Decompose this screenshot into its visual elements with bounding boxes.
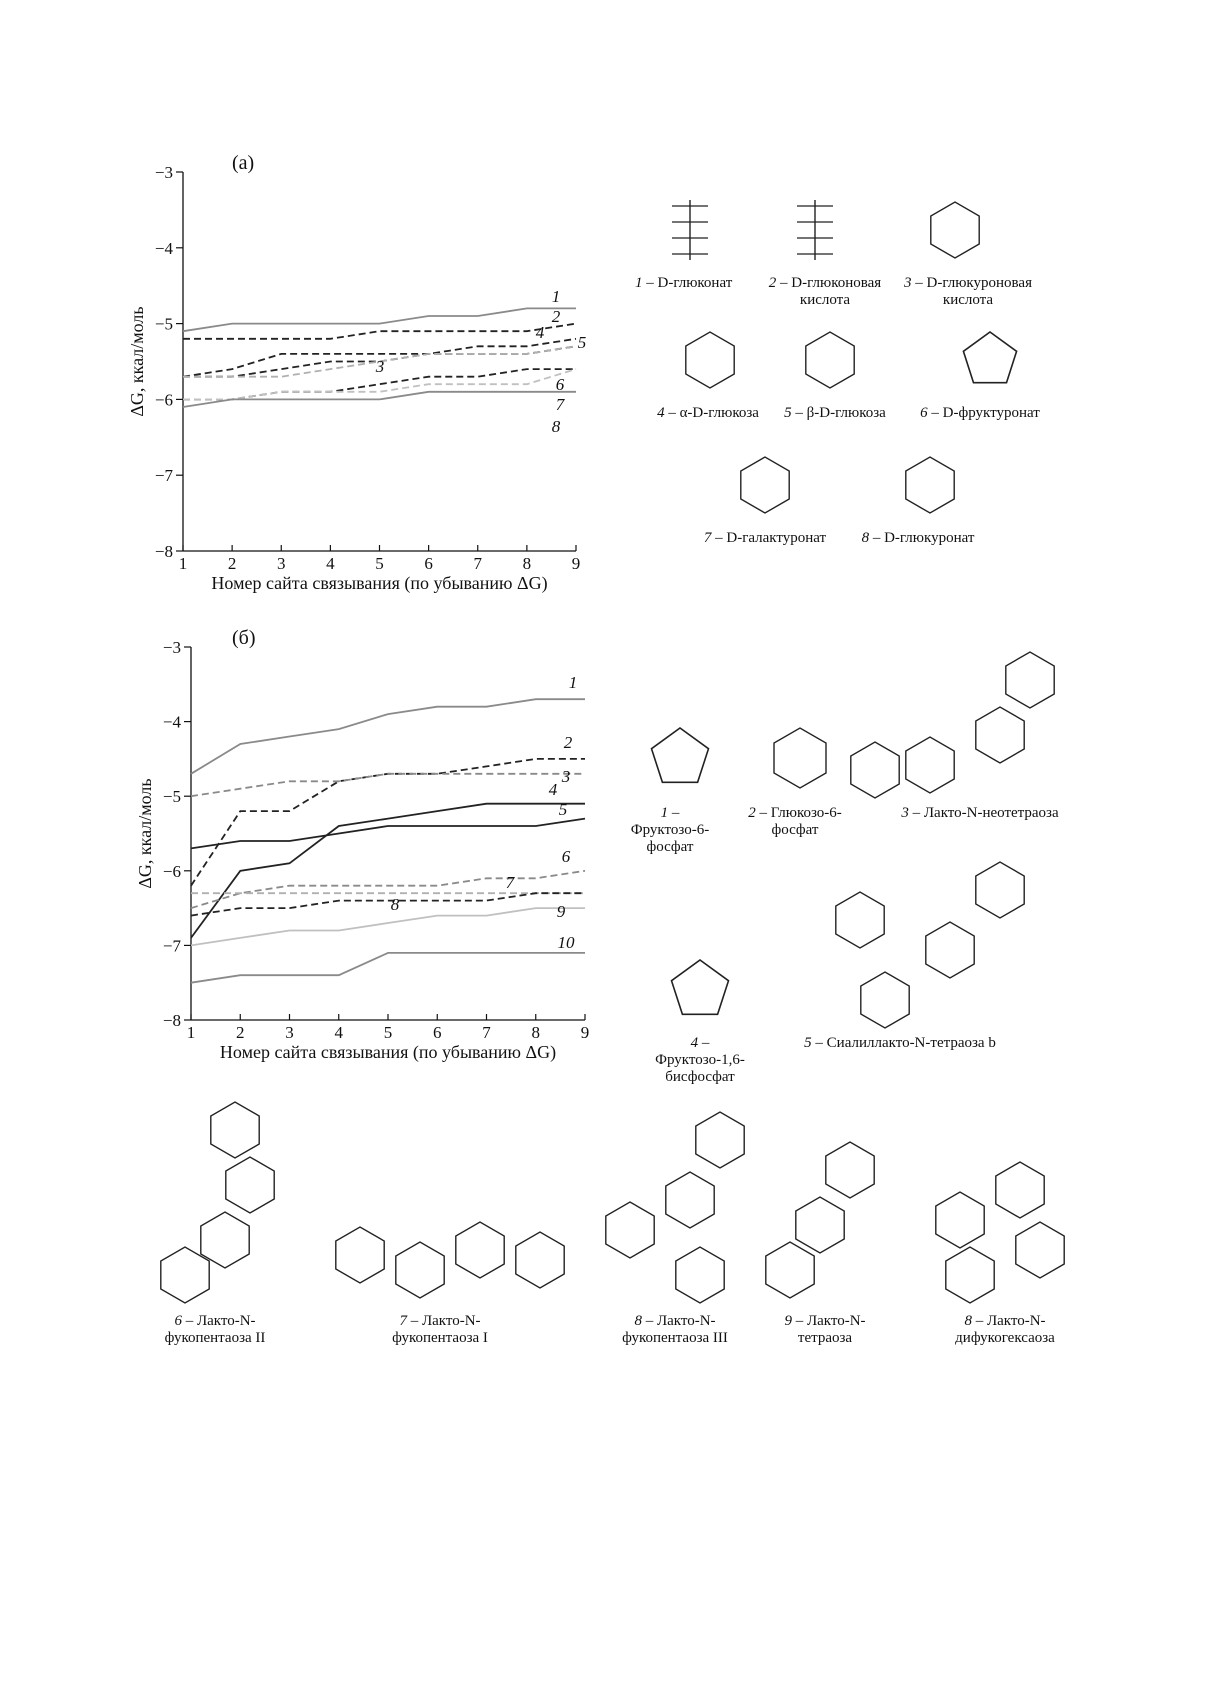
molecule-b-10-ring	[936, 1192, 984, 1248]
chart-a-series-6-label: 6	[555, 375, 565, 394]
chart-a-series-1-label: 1	[551, 287, 561, 306]
chart-b-x-axis-title: Номер сайта связывания (по убыванию ΔG)	[219, 1042, 557, 1062]
molecule-b-6-ring	[211, 1102, 259, 1158]
molecule-b-5-ring	[926, 922, 974, 978]
chart-b-series-2-line	[191, 759, 585, 886]
chart-a-y-tick-label: −3	[154, 163, 173, 182]
molecule-b-8-label: 8 – Лакто-N-фукопентаоза III	[622, 1313, 728, 1346]
chart-a-x-axis-title: Номер сайта связывания (по убыванию ΔG)	[211, 573, 548, 593]
molecule-b-5-ring	[861, 972, 909, 1028]
molecule-b-4-label: 4 – Фруктозо-1,6-бисфосфат	[655, 1035, 745, 1085]
molecule-a-3-structure	[931, 202, 979, 258]
chart-a-y-tick-label: −7	[154, 466, 173, 486]
molecule-b-10-label: 8 – Лакто-N-дифукогексаоза	[955, 1313, 1055, 1346]
molecule-a-8-structure	[906, 457, 954, 513]
chart-a-x-tick-label: 2	[227, 554, 237, 573]
chart-b-series-1-line	[191, 699, 585, 774]
chart-b-x-tick-label: 1	[186, 1023, 196, 1042]
chart-b-y-tick-label: −4	[162, 712, 181, 732]
molecule-b-10-ring	[1016, 1222, 1064, 1278]
chart-b-x-tick-label: 8	[531, 1023, 540, 1042]
chart-a-series-2-label: 2	[551, 307, 561, 326]
chart-b-x-tick-label: 2	[236, 1023, 245, 1042]
molecule-a-6-structure	[963, 332, 1016, 383]
chart-b-y-tick-label: −6	[162, 861, 181, 881]
chart-a-y-tick-label: −8	[154, 542, 173, 561]
molecule-b-9-label: 9 – Лакто-N-тетраоза	[784, 1313, 866, 1346]
chart-b-x-tick-label: 9	[580, 1023, 590, 1042]
chart-a-x-tick-label: 1	[178, 554, 188, 573]
molecule-b-6-label: 6 – Лакто-N-фукопентаоза II	[164, 1313, 266, 1346]
chart-b-series-2-label: 2	[563, 733, 573, 752]
chart-b-series-5-label: 5	[558, 800, 568, 819]
chart-b-series-3-label: 3	[561, 767, 571, 786]
molecule-b-5-ring	[836, 892, 884, 948]
chart-a-y-tick-label: −6	[154, 390, 173, 410]
molecule-b-5-label: 5 – Сиалиллакто-N-тетраоза b	[804, 1035, 996, 1051]
chart-b-x-tick-label: 6	[433, 1023, 442, 1042]
molecule-b-9-ring	[796, 1197, 844, 1253]
chart-a-x-tick-label: 5	[375, 554, 384, 573]
molecule-b-9-ring	[826, 1142, 874, 1198]
molecule-b-8-ring	[666, 1172, 714, 1228]
chart-b-series-4-label: 4	[548, 780, 558, 799]
molecule-a-6-label: 6 – D-фруктуронат	[920, 405, 1040, 421]
molecule-b-4-structure	[672, 960, 729, 1014]
chart-b-y-axis-title: ΔG, ккал/моль	[135, 778, 155, 889]
panel-b-tag: (б)	[232, 627, 256, 649]
chart-b-series-8-line	[191, 893, 585, 915]
chart-b-x-tick-label: 5	[383, 1023, 393, 1042]
chart-b-series-5-line	[191, 819, 585, 849]
molecule-b-8-ring	[676, 1247, 724, 1303]
molecule-b-1-label: 1 – Фруктозо-6-фосфат	[630, 805, 710, 855]
chart-a-series-5-label: 5	[577, 333, 587, 352]
chart-b-y-tick-label: −5	[162, 787, 181, 807]
molecule-b-7-ring	[396, 1242, 444, 1298]
chart-b-series-10-line	[191, 953, 585, 983]
molecule-b-3-ring	[1006, 652, 1054, 708]
molecule-a-4-structure	[686, 332, 734, 388]
chart-a-x-tick-label: 8	[522, 554, 532, 573]
chart-b-series-9-line	[191, 908, 585, 945]
molecule-b-7-ring	[336, 1227, 384, 1283]
molecule-b-2-structure	[774, 728, 826, 788]
molecule-a-7-label: 7 – D-галактуронат	[703, 530, 827, 546]
chart-b-series-4-line	[191, 804, 585, 938]
chart-b-series-1-label: 1	[568, 673, 578, 692]
molecule-b-9-ring	[766, 1242, 814, 1298]
chart-a-series-2-line	[183, 324, 576, 339]
molecule-b-3-ring	[906, 737, 954, 793]
chart-b-series-6-line	[191, 871, 585, 908]
chart-b-x-tick-label: 3	[285, 1023, 294, 1042]
chart-a-y-axis-title: ΔG, ккал/моль	[127, 306, 147, 417]
chart-a-series-7-label: 7	[555, 395, 565, 414]
chart-a-series-8-line	[183, 392, 576, 407]
chart-a-series-1-line	[183, 308, 576, 331]
chart-b-x-tick-label: 7	[482, 1023, 491, 1042]
molecule-b-5-ring	[976, 862, 1024, 918]
molecule-b-10-ring	[946, 1247, 994, 1303]
chart-a-y-tick-label: −4	[154, 238, 173, 258]
chart-b-series-8-label: 8	[390, 895, 400, 914]
chart-a-x-tick-label: 3	[277, 554, 286, 573]
chart-a-y-tick-label: −5	[154, 314, 173, 334]
molecule-a-4-label: 4 – α-D-глюкоза	[657, 405, 759, 421]
chart-a-x-tick-label: 7	[473, 554, 482, 573]
chart-b-series-6-label: 6	[561, 847, 571, 866]
molecule-b-7-ring	[516, 1232, 564, 1288]
chart-b-x-tick-label: 4	[334, 1023, 343, 1042]
chart-a-x-tick-label: 6	[424, 554, 433, 573]
molecule-a-1-label: 1 – D-глюконат	[635, 275, 733, 291]
chart-b-series-3-line	[191, 774, 585, 796]
chart-a-x-tick-label: 9	[571, 554, 581, 573]
molecule-b-6-ring	[226, 1157, 274, 1213]
chart-b-series-10-label: 10	[557, 933, 575, 952]
molecule-a-5-structure	[806, 332, 854, 388]
chart-b-series-9-label: 9	[556, 902, 566, 921]
chart-a-series-3-label: 3	[375, 357, 385, 376]
molecule-a-8-label: 8 – D-глюкуронат	[861, 530, 975, 546]
molecule-b-7-label: 7 – Лакто-N-фукопентаоза I	[392, 1313, 488, 1346]
chart-b-series-7-label: 7	[505, 873, 515, 892]
molecule-b-7-ring	[456, 1222, 504, 1278]
molecule-b-10-ring	[996, 1162, 1044, 1218]
molecule-b-2-label: 2 – Глюкозо-6-фосфат	[748, 805, 842, 838]
molecule-a-3-label: 3 – D-глюкуроновая кислота	[904, 275, 1032, 308]
molecule-b-3-ring	[851, 742, 899, 798]
panel-a-tag: (а)	[232, 152, 255, 174]
molecule-a-7-structure	[741, 457, 789, 513]
chart-a-x-tick-label: 4	[326, 554, 335, 573]
molecule-b-8-ring	[696, 1112, 744, 1168]
molecule-a-2-label: 2 – D-глюконовая кислота	[768, 275, 882, 308]
chart-b-y-tick-label: −7	[162, 936, 181, 956]
molecule-a-5-label: 5 – β-D-глюкоза	[784, 405, 886, 421]
molecule-b-8-ring	[606, 1202, 654, 1258]
chart-a-series-8-label: 8	[551, 417, 561, 436]
chart-a-series-4-label: 4	[535, 323, 545, 342]
molecule-b-3-label: 3 – Лакто-N-неотетраоза	[901, 805, 1059, 821]
chart-b-y-tick-label: −3	[162, 638, 181, 657]
chart-b-y-tick-label: −8	[162, 1011, 181, 1030]
molecule-b-3-ring	[976, 707, 1024, 763]
molecule-b-1-structure	[652, 728, 709, 782]
